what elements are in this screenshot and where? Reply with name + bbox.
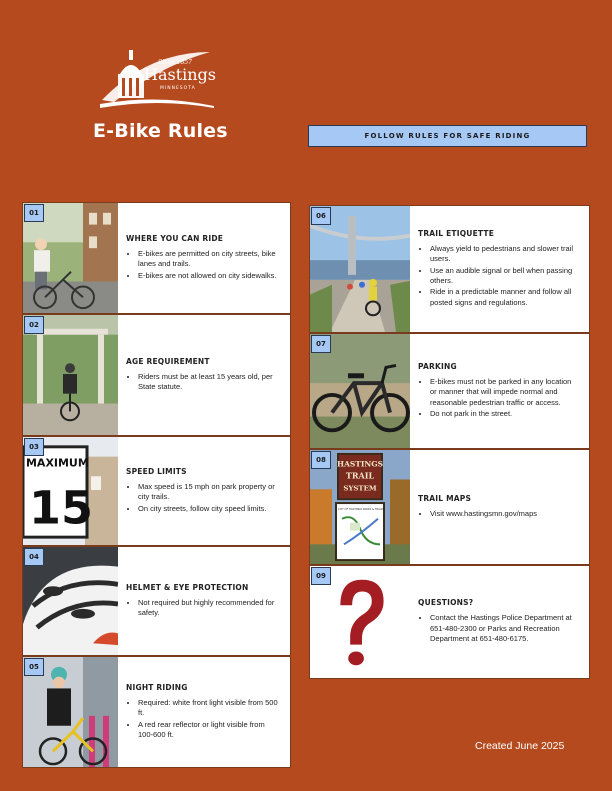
- rule-number-badge: 05: [24, 658, 44, 676]
- rule-list: [126, 698, 278, 741]
- rule-number-badge: 07: [311, 335, 331, 353]
- svg-text:HASTINGS: HASTINGS: [336, 459, 384, 469]
- rule-title: TRAIL ETIQUETTE: [418, 228, 495, 238]
- rule-card-parking: [309, 333, 590, 449]
- rule-title: SPEED LIMITS: [126, 466, 187, 476]
- rule-item: • Max speed is 15 mph on park property or city trails.: [138, 482, 278, 503]
- rule-item: • Always yield to pedestrians and slower trail users.: [430, 244, 577, 265]
- hastings-logo: [98, 44, 216, 110]
- safety-banner: FOLLOW RULES FOR SAFE RIDING: [308, 125, 587, 147]
- rule-item: • Required: white front light visible from 500 ft.: [138, 698, 278, 719]
- rule-card-where-you-can-ride: [22, 202, 291, 314]
- page-title: E-Bike Rules: [93, 120, 228, 142]
- rule-number-badge: 06: [311, 207, 331, 225]
- svg-text:15: 15: [29, 481, 94, 535]
- rule-item: • A red rear reflector or light visible from 100-600 ft.: [138, 720, 278, 741]
- rule-item: • Riders must be at least 15 years old, per State statute.: [138, 372, 278, 393]
- rule-item: • E-bikes are not allowed on city sidewalks.: [138, 271, 278, 281]
- rule-title: PARKING: [418, 361, 457, 371]
- rule-item: • Do not park in the street.: [430, 409, 577, 419]
- rule-list: [418, 613, 577, 645]
- rule-title: HELMET & EYE PROTECTION: [126, 582, 249, 592]
- rule-item: • Visit www.hastingsmn.gov/maps: [430, 509, 577, 519]
- rule-list: [126, 249, 278, 282]
- rule-item: • Ride in a predictable manner and follow all posted signs and regulations.: [430, 287, 577, 308]
- svg-text:Since 1857: Since 1857: [158, 59, 192, 66]
- rule-list: [126, 372, 278, 394]
- rule-number-badge: 09: [311, 567, 331, 585]
- rule-list: [418, 377, 577, 420]
- rule-list: [418, 509, 577, 520]
- svg-text:MAXIMUM: MAXIMUM: [26, 456, 89, 470]
- rule-title: WHERE YOU CAN RIDE: [126, 233, 224, 243]
- rule-card-helmet-eye-protection: [22, 546, 291, 656]
- rule-list: [418, 244, 577, 309]
- svg-text:MINNESOTA: MINNESOTA: [160, 86, 196, 91]
- rule-card-questions: [309, 565, 590, 679]
- rule-card-night-riding: [22, 656, 291, 768]
- rule-item: • E-bikes are permitted on city streets, bike lanes and trails.: [138, 249, 278, 270]
- rule-card-trail-etiquette: [309, 205, 590, 333]
- rule-title: TRAIL MAPS: [418, 493, 472, 503]
- rule-list: [126, 598, 278, 620]
- rule-card-age-requirement: [22, 314, 291, 436]
- rule-title: QUESTIONS?: [418, 598, 474, 608]
- rule-number-badge: 08: [311, 451, 331, 469]
- svg-text:Hastings: Hastings: [144, 65, 216, 84]
- svg-text:CITY OF HASTINGS PARKS & TRAIL: CITY OF HASTINGS PARKS & TRAILS: [338, 507, 384, 511]
- rule-title: AGE REQUIREMENT: [126, 356, 210, 366]
- rule-item: • E-bikes must not be parked in any location or manner that will impede normal and reasonable pedestrian traffic or access.: [430, 377, 577, 408]
- city-hall-dome-icon: [98, 44, 216, 110]
- rule-item: • Contact the Hastings Police Department at 651-480-2300 or Parks and Recreation Department at 651-480-6175.: [430, 613, 577, 644]
- rule-card-trail-maps: [309, 449, 590, 565]
- rule-title: NIGHT RIDING: [126, 682, 188, 692]
- rule-number-badge: 01: [24, 204, 44, 222]
- rule-card-speed-limits: [22, 436, 291, 546]
- svg-text:TRAIL: TRAIL: [345, 471, 375, 481]
- created-date: Created June 2025: [475, 740, 565, 752]
- rule-number-badge: 02: [24, 316, 44, 334]
- svg-text:SYSTEM: SYSTEM: [343, 483, 377, 493]
- rule-item: • Use an audible signal or bell when passing others.: [430, 266, 577, 287]
- rule-number-badge: 03: [24, 438, 44, 456]
- rule-item: • On city streets, follow city speed limits.: [138, 504, 278, 514]
- rule-list: [126, 482, 278, 515]
- rule-number-badge: 04: [24, 548, 44, 566]
- rule-item: • Not required but highly recommended for safety.: [138, 598, 278, 619]
